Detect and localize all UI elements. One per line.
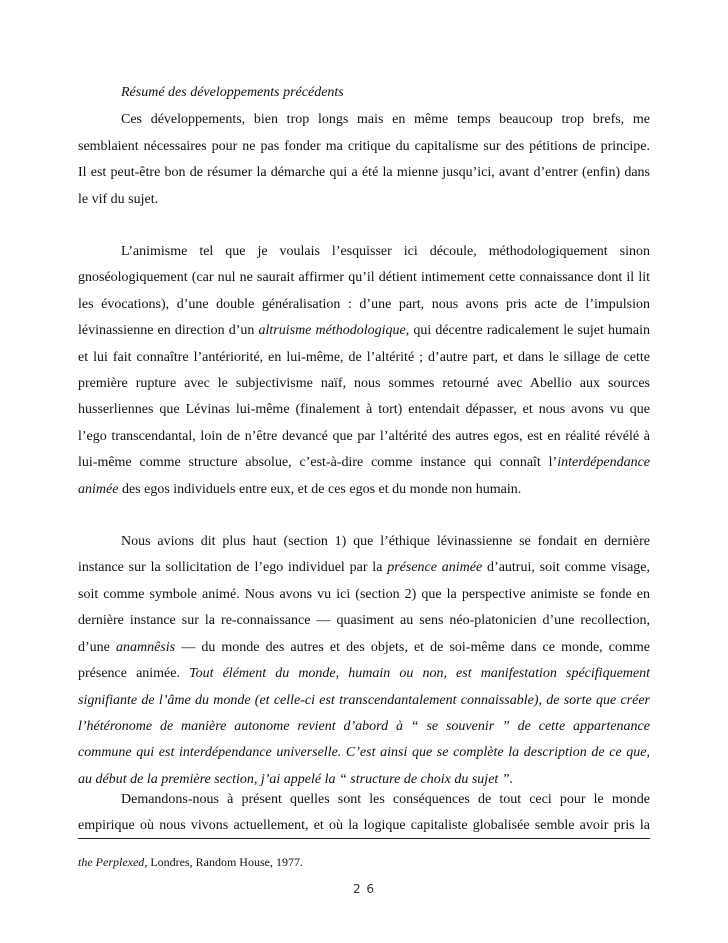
emphasis-anamnesis: anamnêsis xyxy=(115,640,176,655)
paragraph-2-line-7: husserliennes que Lévinas lui-même (finalement à tort) entendait dépasser, et nous avons vu que xyxy=(78,402,650,417)
paragraph-4-line-1: Demandons-nous à présent quelles sont les conséquences de tout ceci pour le monde xyxy=(121,792,650,807)
paragraph-1-line-4: le vif du sujet. xyxy=(78,192,159,207)
emphasis-interdependance: interdépendance xyxy=(557,455,650,470)
paragraph-2-line-10: animée des egos individuels entre eux, et de ces egos et du monde non humain. xyxy=(78,482,522,497)
paragraph-3-line-5: d’une anamnêsis — du monde des autres et des objets, et de soi-même dans ce monde, comme xyxy=(78,640,650,655)
paragraph-3-line-4: dernière instance sur la re-connaissance — quasiment au sens néo-platonicien d’une recollection, xyxy=(78,613,650,628)
paragraph-2-line-2: gnoséologiquement (car nul ne saurait affirmer qu’il détient intimement cette connaissance dont il lit xyxy=(78,270,650,285)
emphasis-animee: animée xyxy=(78,482,119,497)
paragraph-3-line-7: signifiante de l’âme du monde (et celle-ci est transcendantalement connaissable), de sorte que créer xyxy=(78,693,650,708)
paragraph-2-line-9: lui-même comme structure absolue, c’est-à-dire comme instance qui connaît l’interdépendance xyxy=(78,455,650,470)
emphasis-presence-animee: présence animée xyxy=(387,560,483,575)
section-title: Résumé des développements précédents xyxy=(121,85,344,100)
paragraph-1-line-3: Il est peut-être bon de résumer la démarche qui a été la mienne jusqu’ici, avant d’entrer (enfin) dans xyxy=(78,165,650,180)
paragraph-3-line-2: instance sur la sollicitation de l’ego individuel par la présence animée d’autrui, soit comme visage, xyxy=(78,560,650,575)
paragraph-1-line-2: semblaient nécessaires pour ne pas fonder ma critique du capitalisme sur des pétitions de principe. xyxy=(78,139,650,154)
paragraph-3-line-3: soit comme symbole animé. Nous avons vu ici (section 2) que la perspective animiste se fonde en xyxy=(78,587,650,602)
footnote-title: the Perplexed xyxy=(78,855,145,869)
footnote-separator xyxy=(78,838,650,839)
paragraph-3-line-8: l’hétéronome de manière autonome revient d’abord à “ se souvenir ” de cette appartenance xyxy=(78,719,650,734)
paragraph-3-line-6: présence animée. Tout élément du monde, humain ou non, est manifestation spécifiquement xyxy=(78,666,650,681)
paragraph-2-line-5: et lui fait connaître l’antériorité, en lui-même, de l’altérité ; d’autre part, et dans le sillage de cette xyxy=(78,350,650,365)
emphasis-altruisme: altruisme méthodologique xyxy=(258,323,406,338)
footnote: the Perplexed, Londres, Random House, 1977. xyxy=(78,855,303,869)
paragraph-2-line-6: première rupture avec le subjectivisme naïf, nous sommes retourné avec Abellio aux sources xyxy=(78,376,650,391)
paragraph-2-line-1: L’animisme tel que je voulais l’esquisser ici découle, méthodologiquement sinon xyxy=(121,244,650,259)
page-number: 2 6 xyxy=(352,882,376,896)
paragraph-2-line-3: les évocations), d’une double généralisation : d’une part, nous avons pris acte de l’impulsion xyxy=(78,297,650,312)
paragraph-3-line-10: au début de la première section, j’ai appelé la “ structure de choix du sujet ”. xyxy=(78,772,514,787)
paragraph-4-line-2: empirique où nous vivons actuellement, et où la logique capitaliste globalisée semble avoir pris la xyxy=(78,818,650,833)
paragraph-2-line-4: lévinassienne en direction d’un altruisme méthodologique, qui décentre radicalement le sujet humain xyxy=(78,323,650,338)
paragraph-3-line-1: Nous avions dit plus haut (section 1) que l’éthique lévinassienne se fondait en dernière xyxy=(121,534,650,549)
paragraph-1-line-1: Ces développements, bien trop longs mais en même temps beaucoup trop brefs, me xyxy=(121,112,650,127)
paragraph-3-line-9: commune qui est interdépendance universelle. C’est ainsi que se complète la description de ce que, xyxy=(78,745,650,760)
paragraph-2-line-8: l’ego transcendantal, loin de n’être devancé que par l’altérité des autres egos, est en réalité révélé à xyxy=(78,429,650,444)
